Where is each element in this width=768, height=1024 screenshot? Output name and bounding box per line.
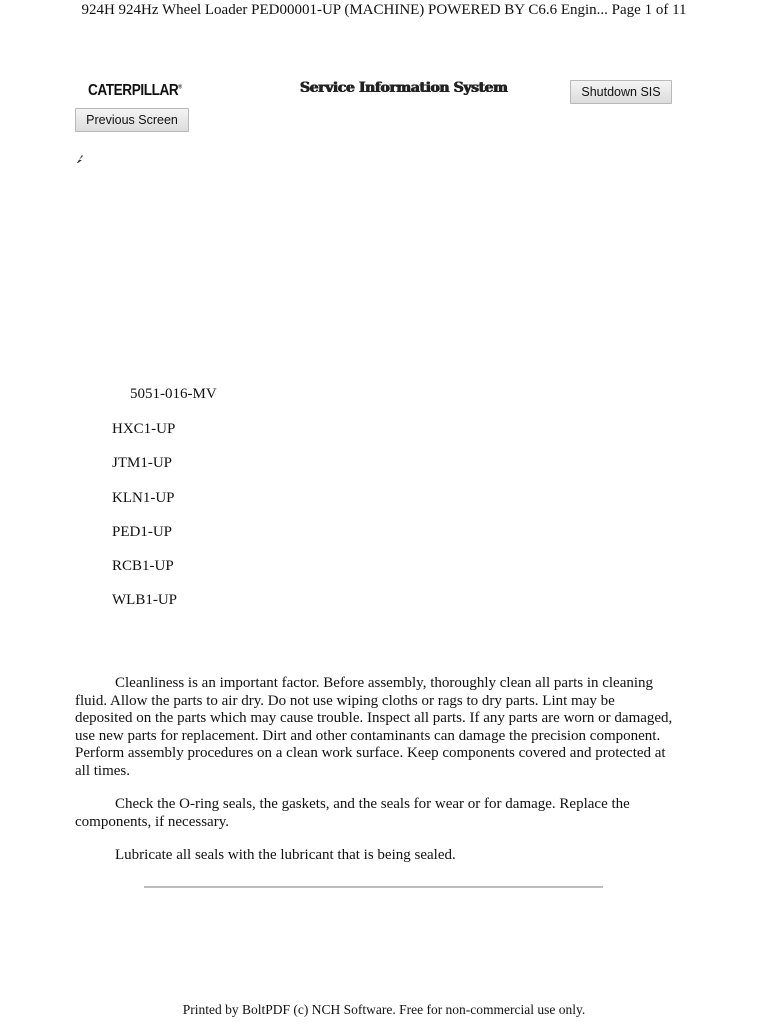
page-indicator: Page 1 of 11 bbox=[611, 2, 687, 18]
page-header bbox=[0, 0, 768, 19]
serial-prefix-item: WLB1-UP bbox=[112, 592, 177, 609]
serial-prefix-item: KLN1-UP bbox=[112, 489, 175, 506]
serial-prefix-item: HXC1-UP bbox=[112, 421, 176, 437]
serial-prefix-list bbox=[112, 421, 177, 627]
logo-text: CATERPILLAR bbox=[88, 82, 179, 99]
section-divider bbox=[144, 886, 603, 888]
media-number: 5051-016-MV bbox=[130, 386, 217, 402]
previous-screen-button[interactable]: Previous Screen bbox=[75, 108, 189, 132]
seal-check-paragraph: Check the O-ring seals, the gaskets, and the seals for wear or for damage. Replace the components, if necessary. bbox=[75, 796, 630, 830]
procedure-notes bbox=[75, 675, 673, 881]
document-title: 924H 924Hz Wheel Loader PED00001-UP (MACHINE) POWERED BY C6.6 Engin... bbox=[81, 2, 608, 18]
registered-mark: ® bbox=[178, 84, 182, 91]
system-title: Service Information System bbox=[300, 80, 508, 96]
serial-prefix-item: RCB1-UP bbox=[112, 558, 174, 575]
serial-prefix-item: PED1-UP bbox=[112, 523, 173, 540]
shutdown-sis-button[interactable]: Shutdown SIS bbox=[570, 80, 672, 104]
caterpillar-logo bbox=[88, 82, 182, 100]
lubrication-paragraph: Lubricate all seals with the lubricant that is being sealed. bbox=[115, 847, 456, 863]
serial-prefix-item: JTM1-UP bbox=[112, 455, 173, 472]
print-footer: Printed by BoltPDF (c) NCH Software. Free for non-commercial use only. bbox=[182, 1002, 586, 1017]
broken-image-icon bbox=[76, 154, 84, 164]
cleanliness-paragraph: Cleanliness is an important factor. Before assembly, thoroughly clean all parts in cleaning fluid. Allow the parts to air dry. Do not use wiping cloths or rags to dry parts. Lint may be deposited on the parts which may cause trouble. Inspect all parts. If any parts are worn or damaged, use new parts for replacement. Dirt and other contaminants can damage the precision component. Perform assembly procedures on a clean work surface. Keep components covered and protected at all times. bbox=[75, 675, 673, 779]
